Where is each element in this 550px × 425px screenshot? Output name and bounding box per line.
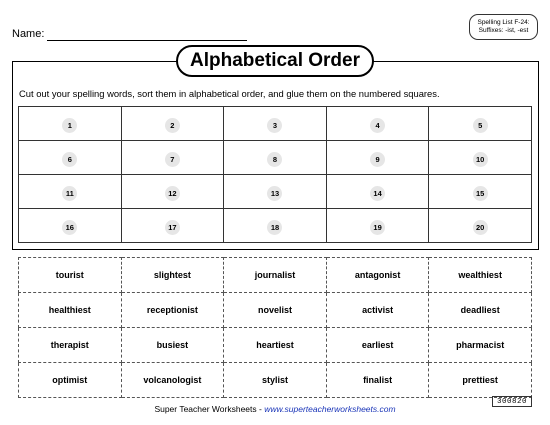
word-card[interactable]: tourist xyxy=(19,258,122,293)
spelling-list-suffixes: Suffixes: -ist, -est xyxy=(478,27,529,34)
numbered-square xyxy=(326,107,429,141)
spelling-list-badge xyxy=(469,14,538,40)
word-card[interactable]: busiest xyxy=(121,328,224,363)
number-badge: 15 xyxy=(473,186,488,201)
number-badge: 1 xyxy=(62,118,77,133)
number-badge: 8 xyxy=(267,152,282,167)
word-card[interactable]: wealthiest xyxy=(429,258,532,293)
numbered-square xyxy=(121,209,224,243)
word-card[interactable]: slightest xyxy=(121,258,224,293)
number-badge: 13 xyxy=(267,186,282,201)
number-badge: 6 xyxy=(62,152,77,167)
word-card[interactable]: stylist xyxy=(224,363,327,398)
numbered-square xyxy=(429,209,532,243)
numbered-square xyxy=(326,141,429,175)
numbered-squares-grid xyxy=(18,106,532,243)
number-badge: 14 xyxy=(370,186,385,201)
number-badge: 4 xyxy=(370,118,385,133)
word-card[interactable]: volcanologist xyxy=(121,363,224,398)
word-card[interactable]: finalist xyxy=(326,363,429,398)
word-card[interactable]: activist xyxy=(326,293,429,328)
number-badge: 19 xyxy=(370,220,385,235)
word-row xyxy=(19,293,532,328)
numbered-square xyxy=(429,141,532,175)
cut-out-words-grid xyxy=(18,257,532,398)
footer-brand: Super Teacher Worksheets xyxy=(154,404,257,414)
numbered-row xyxy=(19,141,532,175)
number-badge: 10 xyxy=(473,152,488,167)
numbered-row xyxy=(19,209,532,243)
word-row xyxy=(19,328,532,363)
number-badge: 17 xyxy=(165,220,180,235)
word-card[interactable]: novelist xyxy=(224,293,327,328)
numbered-square xyxy=(19,141,122,175)
word-card[interactable]: journalist xyxy=(224,258,327,293)
word-row xyxy=(19,258,532,293)
number-badge: 3 xyxy=(267,118,282,133)
number-badge: 12 xyxy=(165,186,180,201)
numbered-square xyxy=(224,141,327,175)
numbered-square xyxy=(224,209,327,243)
word-card[interactable]: optimist xyxy=(19,363,122,398)
numbered-square xyxy=(19,107,122,141)
numbered-square xyxy=(224,175,327,209)
spelling-list-title: Spelling List F-24: xyxy=(477,19,530,26)
footer xyxy=(0,404,550,414)
page-title: Alphabetical Order xyxy=(176,45,374,77)
word-card[interactable]: pharmacist xyxy=(429,328,532,363)
number-badge: 18 xyxy=(267,220,282,235)
numbered-square xyxy=(429,175,532,209)
numbered-square xyxy=(326,209,429,243)
numbered-square xyxy=(121,107,224,141)
worksheet-id: 300820 xyxy=(492,396,532,407)
numbered-square xyxy=(19,175,122,209)
number-badge: 5 xyxy=(473,118,488,133)
word-card[interactable]: deadliest xyxy=(429,293,532,328)
word-card[interactable]: receptionist xyxy=(121,293,224,328)
numbered-square xyxy=(19,209,122,243)
word-card[interactable]: earliest xyxy=(326,328,429,363)
name-line[interactable] xyxy=(47,40,247,41)
number-badge: 20 xyxy=(473,220,488,235)
numbered-square xyxy=(224,107,327,141)
footer-separator: - xyxy=(256,404,265,414)
numbered-square xyxy=(429,107,532,141)
numbered-square xyxy=(121,141,224,175)
number-badge: 9 xyxy=(370,152,385,167)
number-badge: 16 xyxy=(62,220,77,235)
number-badge: 2 xyxy=(165,118,180,133)
word-card[interactable]: healthiest xyxy=(19,293,122,328)
word-card[interactable]: heartiest xyxy=(224,328,327,363)
word-card[interactable]: therapist xyxy=(19,328,122,363)
number-badge: 7 xyxy=(165,152,180,167)
word-row xyxy=(19,363,532,398)
instructions: Cut out your spelling words, sort them in alphabetical order, and glue them on the numbered squares. xyxy=(19,88,440,99)
word-card[interactable]: antagonist xyxy=(326,258,429,293)
numbered-row xyxy=(19,175,532,209)
number-badge: 11 xyxy=(62,186,77,201)
numbered-row xyxy=(19,107,532,141)
numbered-square xyxy=(326,175,429,209)
numbered-square xyxy=(121,175,224,209)
footer-site-link[interactable]: www.superteacherworksheets.com xyxy=(264,404,396,414)
name-label: Name: xyxy=(12,28,45,40)
word-card[interactable]: prettiest xyxy=(429,363,532,398)
